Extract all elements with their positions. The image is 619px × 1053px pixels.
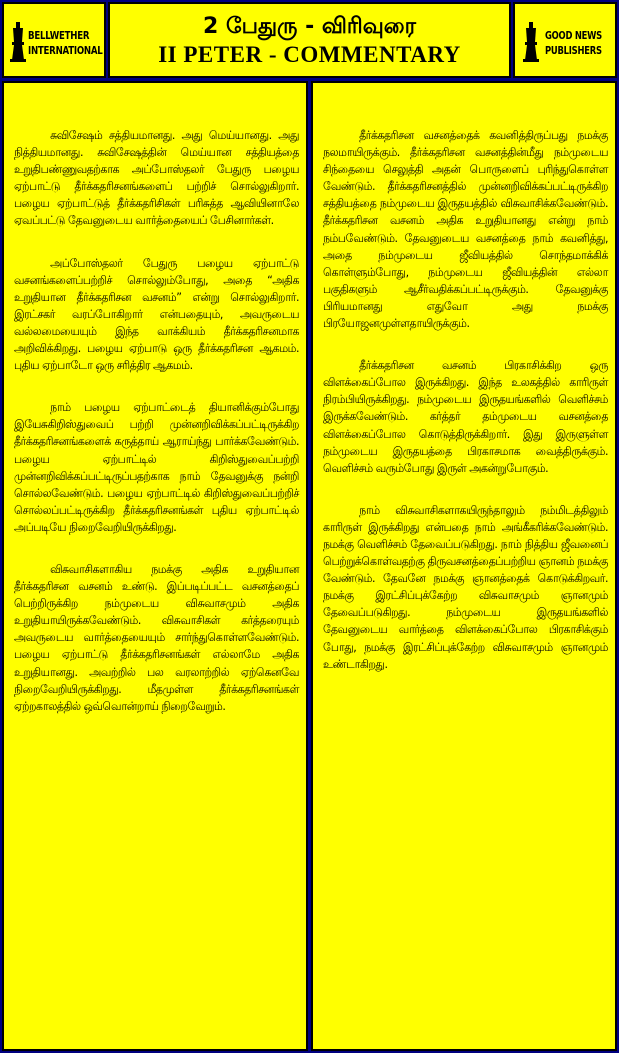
logo-text <box>545 29 602 59</box>
logo-line-1: BELLWETHER <box>28 30 90 42</box>
lamp-icon <box>523 22 539 62</box>
logo-text <box>28 29 103 59</box>
left-column <box>2 81 308 1051</box>
logo-line-1: GOOD NEWS <box>545 30 602 42</box>
header <box>2 2 617 78</box>
paragraph: நாம் விசுவாசிகளாகயிருந்தாலும் நம்மிடத்திலும் காரிருள் இருக்கிறது என்பதை நாம் அங்கீகரிக்கவேண்டும். நமக்கு வெளிச்சம் தேவைப்படுகிறது. நாம் நித்திய ஜீவனைப் பெற்றுக்கொள்வதற்கு திருவசனத்தைப்பற்றிய ஞானம் நமக்கு வேண்டும். தேவனே நமக்கு ஞானத்தைக் கொடுக்கிறவர். நமக்கு இரட்சிப்புக்கேற்ற விசுவாசமும் ஞானமும் தேவைப்படுகிறது. நம்முடைய இருதயங்களில் தேவனுடைய வார்த்தை விளக்கைப்போல பிரகாசிக்கும் போது, நமக்கு இரட்சிப்புக்கேற்ற விசுவாசமும் ஞானமும் உண்டாகிறது. <box>323 502 608 671</box>
paragraph: சுவிசேஷம் சத்தியமானது. அது மெய்யானது. அது நித்தியமானது. சுவிசேஷத்தின் மெய்யான சத்தியத்தை உறுதிபண்ணுவதற்காக அப்போஸ்தலர் பேதுரு பழைய ஏற்பாட்டு தீர்க்கதரிசனங்களைப் பற்றிச் சொல்லுகிறார். பழைய ஏற்பாட்டுத் தீர்க்கதரிசிகள் பரிசுத்த ஆவியினாலே ஏவப்பட்டு தேவனுடைய வார்த்தையைப் பேசினார்கள். <box>14 128 299 228</box>
lamp-icon <box>10 22 26 62</box>
paragraph: நாம் பழைய ஏற்பாட்டைத் தியானிக்கும்போது இயேசுகிறிஸ்துவைப் பற்றி முன்னறிவிக்கப்பட்டிருக்கிற தீர்க்கதரிசனங்களைக் கருத்தாய் ஆராய்ந்து பார்க்கவேண்டும். பழைய ஏற்பாட்டில் கிறிஸ்துவைப்பற்றி முன்னறிவிக்கப்பட்டிருப்பதற்காக நாம் தேவனுக்கு நன்றி சொல்லவேண்டும். பழைய ஏற்பாட்டில் கிறிஸ்துவைப்பற்றிச் சொல்லப்பட்டிருக்கிற தீர்க்கதரிசனங்கள் புதிய ஏற்பாட்டில் அப்படியே நிறைவேறியிருக்கிறது. <box>14 400 299 534</box>
paragraph: விசுவாசிகளாகிய நமக்கு அதிக உறுதியான தீர்க்கதரிசன வசனம் உண்டு. இப்படிப்பட்ட வசனத்தைப் பெற்றிருக்கிற நம்முடைய விசுவாசமும் அதிக உறுதியாயிருக்கவேண்டும். விசுவாசிகள் கர்த்தரையும் அவருடைய வார்த்தையையும் சார்ந்துகொள்ளவேண்டும். பழைய ஏற்பாட்டு தீர்க்கதரிசனங்கள் எல்லாமே அதிக உறுதியானது. அவற்றில் பல வரலாற்றில் ஏற்கெனவே நிறைவேறியிருக்கிறது. மீதமுள்ள தீர்க்கதரிசனங்கள் ஏற்றகாலத்தில் ஒவ்வொன்றாய் நிறைவேறும். <box>14 561 299 713</box>
publisher-logo-left <box>2 2 106 78</box>
logo-line-2: PUBLISHERS <box>545 45 602 57</box>
paragraph: அப்போஸ்தலர் பேதுரு பழைய ஏற்பாட்டு வசனங்களைப்பற்றிச் சொல்லும்போது, அதை “அதிக உறுதியான தீர்க்கதரிசன வசனம்” என்று சொல்லுகிறார். இரட்சகர் வரப்போகிறார் என்பதையும், அவருடைய வல்லமையையும் இந்த வாக்கியம் தீர்க்கதரிசனமாக அறிவிக்கிறது. பழைய ஏற்பாடு ஒரு தீர்க்கதரிசன ஆகமம். புதிய ஏற்பாடோ ஒரு சரித்திர ஆகமம். <box>14 255 299 373</box>
right-column <box>311 81 617 1051</box>
page-title-english: II PETER - COMMENTARY <box>158 42 461 67</box>
paragraph: தீர்க்கதரிசன வசனத்தைக் கவனித்திருப்பது நமக்கு நலமாயிருக்கும். தீர்க்கதரிசன வசனத்தின்மீது நம்முடைய சிந்தையை செலுத்தி அதன் பொருளைப் புரிந்துகொள்ள வேண்டும். தீர்க்கதரிசனத்தில் முன்னறிவிக்கப்பட்டிருக்கிற சத்தியத்தை நம்முடைய இருதயத்தில் விசுவாசிக்கவேண்டும். தீர்க்கதரிசன வசனம் அதிக உறுதியானது என்று நாம் நம்பவேண்டும். தேவனுடைய வசனத்தை நாம் கவனித்து, அதை நம்முடைய ஜீவியத்தில் சொந்தமாக்கிக் கொள்ளும்போது, நம்முடைய ஜீவியத்தின் எல்லா பகுதிகளும் ஆசீர்வதிக்கப்பட்டிருக்கும். தேவனுக்கு பிரியமானது எதுவோ அது நமக்கு பிரயோஜனமுள்ளதாயிருக்கும். <box>323 128 608 331</box>
paragraph: தீர்க்கதரிசன வசனம் பிரகாசிக்கிற ஒரு விளக்கைப்போல இருக்கிறது. இந்த உலகத்தில் காரிருள் நிரம்பியிருக்கிறது. நம்முடைய இருதயங்களில் வெளிச்சம் இருக்கவேண்டும். கர்த்தர் தம்முடைய வசனத்தை விளக்கைப்போல கொடுத்திருக்கிறார். இது இருளுள்ள நம்முடைய இருதயத்தை பிரகாசமாக வைத்திருக்கும். வெளிச்சம் வரும்போது இருள் அகன்றுபோகும். <box>323 358 608 475</box>
publisher-logo-right <box>513 2 617 78</box>
logo-line-2: INTERNATIONAL <box>28 45 103 57</box>
page-title-tamil: 2 பேதுரு - விரிவுரை <box>203 14 416 39</box>
title-box <box>108 2 511 78</box>
